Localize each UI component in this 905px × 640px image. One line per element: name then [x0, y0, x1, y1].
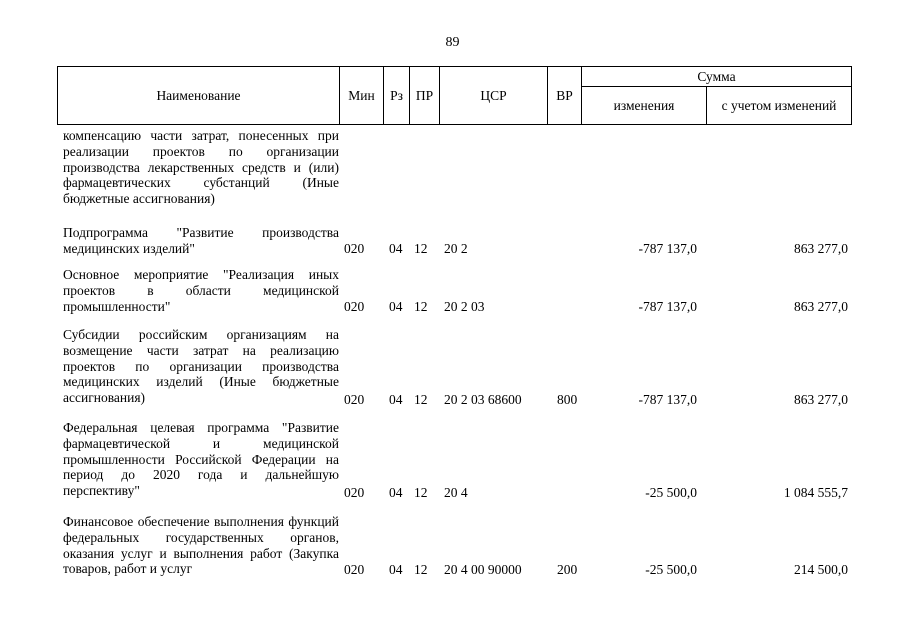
row-min: 020 [344, 485, 365, 501]
table-header [57, 66, 852, 125]
row-rz: 04 [389, 299, 403, 315]
row-rz: 04 [389, 392, 403, 408]
row-changes: -25 500,0 [645, 485, 697, 501]
row-min: 020 [344, 241, 365, 257]
row-vr: 200 [557, 562, 578, 578]
table-row [57, 327, 852, 408]
row-changes: -25 500,0 [645, 562, 697, 578]
row-name: Финансовое обеспечение выполнения функций федеральных государственных органов, оказания услуг и выполнения работ (Закупка товаров, работ и услуг [63, 514, 339, 577]
row-pr: 12 [414, 562, 428, 578]
row-rz: 04 [389, 241, 403, 257]
table-row [57, 420, 852, 501]
row-rz: 04 [389, 485, 403, 501]
row-min: 020 [344, 299, 365, 315]
row-pr: 12 [414, 299, 428, 315]
header-vr: ВР [548, 67, 582, 124]
row-vr: 800 [557, 392, 578, 408]
row-name: Федеральная целевая программа "Развитие фармацевтической и медицинской промышленности Российской Федерации на период до 2020 года и дальнейшую перспективу" [63, 420, 339, 499]
row-total: 863 277,0 [794, 241, 848, 257]
row-changes: -787 137,0 [638, 392, 697, 408]
row-changes: -787 137,0 [638, 299, 697, 315]
row-min: 020 [344, 562, 365, 578]
header-csr: ЦСР [440, 67, 548, 124]
row-csr: 20 4 00 90000 [444, 562, 522, 578]
table-row [57, 514, 852, 578]
header-min: Мин [340, 67, 384, 124]
row-total: 214 500,0 [794, 562, 848, 578]
header-with-changes: с учетом изменений [721, 98, 837, 113]
header-pr: ПР [410, 67, 440, 124]
row-pr: 12 [414, 392, 428, 408]
row-rz: 04 [389, 562, 403, 578]
row-changes: -787 137,0 [638, 241, 697, 257]
header-changes: изменения [582, 87, 707, 124]
row-name: Субсидии российским организациям на возмещение части затрат на реализацию проектов по организации производства медицинских изделий (Иные бюджетные ассигнования) [63, 327, 339, 406]
row-name: Подпрограмма "Развитие производства медицинских изделий" [63, 225, 339, 256]
table-row [57, 267, 852, 315]
row-csr: 20 2 [444, 241, 468, 257]
table-row [57, 128, 852, 214]
row-name: Основное мероприятие "Реализация иных проектов в области медицинской промышленности" [63, 267, 339, 314]
row-min: 020 [344, 392, 365, 408]
row-csr: 20 4 [444, 485, 468, 501]
row-total: 863 277,0 [794, 299, 848, 315]
row-csr: 20 2 03 [444, 299, 485, 315]
header-sum: Сумма [582, 67, 851, 87]
row-csr: 20 2 03 68600 [444, 392, 522, 408]
header-rz: Рз [384, 67, 410, 124]
row-total: 1 084 555,7 [783, 485, 848, 501]
table-row [57, 225, 852, 257]
row-pr: 12 [414, 485, 428, 501]
page-number: 89 [445, 35, 460, 50]
header-name: Наименование [58, 67, 340, 124]
row-name: компенсацию части затрат, понесенных при реализации проектов по организации производства лекарственных средств и (или) фармацевтических субстанций (Иные бюджетные ассигнования) [63, 128, 339, 207]
row-total: 863 277,0 [794, 392, 848, 408]
row-pr: 12 [414, 241, 428, 257]
